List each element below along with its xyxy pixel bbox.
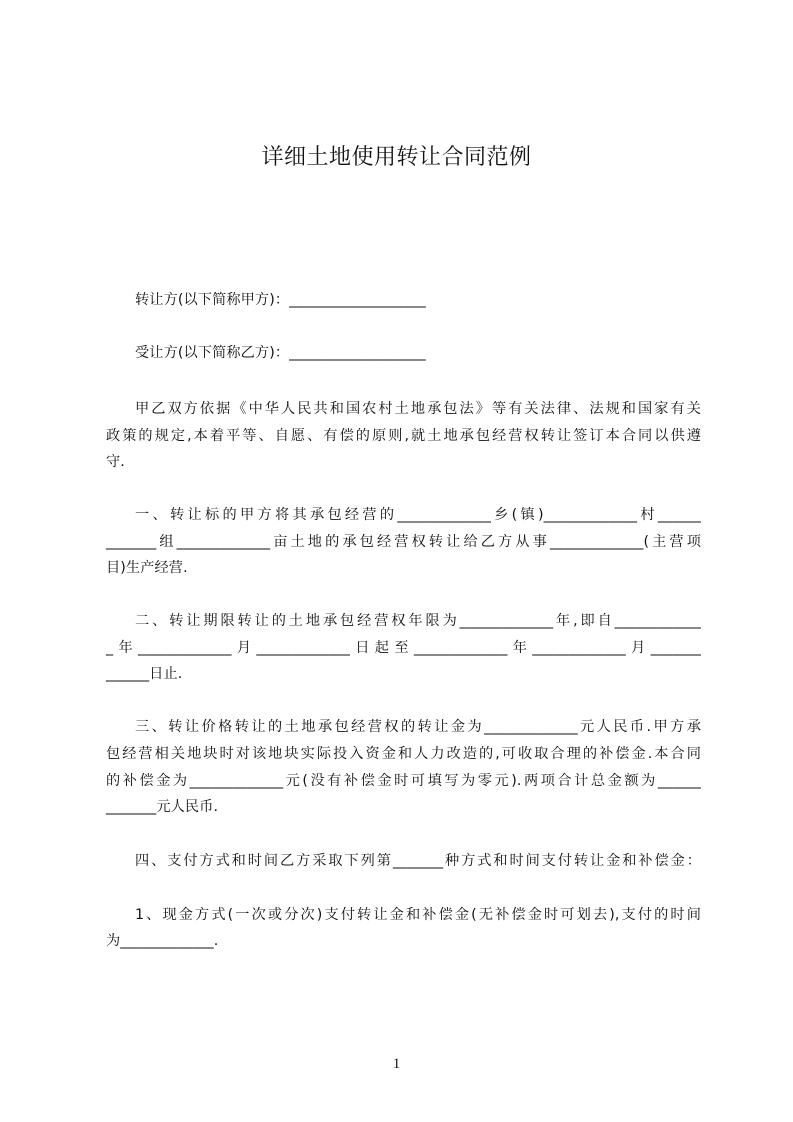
clause-2-line-2: _年_____________月_____________日起至_____________年_____________月_______ xyxy=(106,640,701,656)
intro-line-2: 政策的规定,本着平等、自愿、有偿的原则,就土地承包经营权转让签订本合同以供遵 xyxy=(106,428,701,444)
party-a-line: 转让方(以下简称甲方)：___________________ xyxy=(135,292,426,308)
clause-1-line-2: _______组_____________亩土地的承包经营权转让给乙方从事_____________(主营项 xyxy=(106,534,701,550)
clause-1-line-3: 目)生产经营. xyxy=(106,560,188,576)
item-1-line-2: 为_____________. xyxy=(106,933,219,949)
clause-3-line-3: 的补偿金为_____________元(没有补偿金时可填写为零元).两项合计总金额为______ xyxy=(106,773,701,789)
clause-1-line-1: 一、转让标的甲方将其承包经营的_____________乡(镇)_____________村______ xyxy=(135,507,701,523)
clause-2-line-1: 二、转让期限转让的土地承包经营权年限为_____________年,即自____________ xyxy=(135,613,701,629)
document-title: 详细土地使用转让合同范例 xyxy=(261,145,532,170)
clause-3-line-2: 包经营相关地块时对该地块实际投入资金和人力改造的,可收取合理的补偿金.本合同 xyxy=(106,746,701,762)
intro-line-3: 守. xyxy=(106,454,125,470)
clause-3-line-1: 三、转让价格转让的土地承包经营权的转让金为_____________元人民币.甲方承 xyxy=(135,719,701,735)
party-b-line: 受让方(以下简称乙方)：___________________ xyxy=(135,345,426,361)
clause-3-line-4: _______元人民币. xyxy=(106,799,219,815)
intro-line-1: 甲乙双方依据《中华人民共和国农村土地承包法》等有关法律、法规和国家有关 xyxy=(135,401,701,417)
clause-2-line-3: ______日止. xyxy=(106,666,183,682)
clause-4-line-1: 四、支付方式和时间乙方采取下列第_______种方式和时间支付转让金和补偿金： xyxy=(135,853,701,869)
item-1-line-1: 1、现金方式(一次或分次)支付转让金和补偿金(无补偿金时可划去),支付的时间 xyxy=(135,907,701,923)
page-number: 1 xyxy=(392,1056,401,1072)
